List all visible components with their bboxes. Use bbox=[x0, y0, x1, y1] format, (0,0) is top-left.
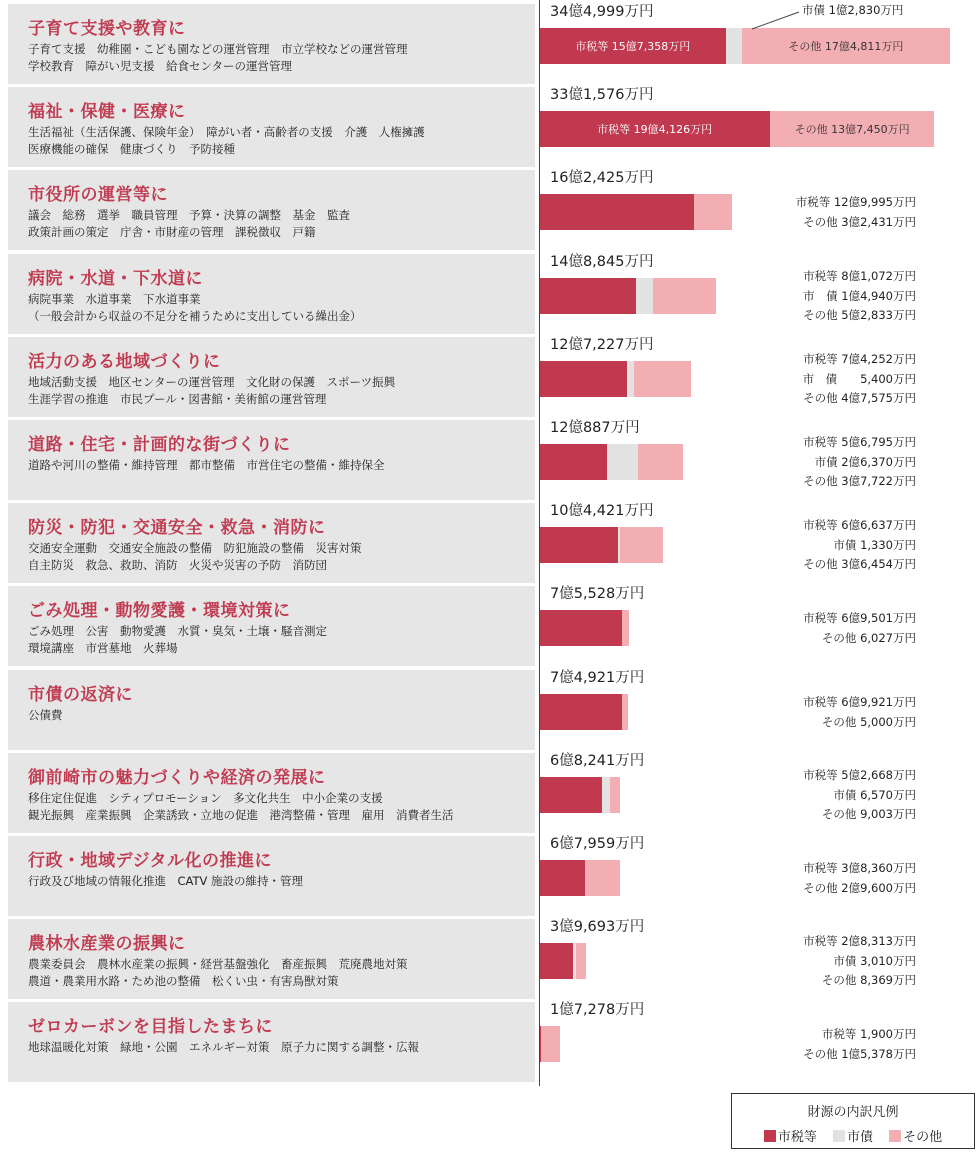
bar-segment-tax bbox=[539, 194, 694, 230]
category-panel bbox=[8, 420, 535, 500]
bar-total-label: 12億7,227万円 bbox=[550, 337, 654, 353]
breakdown-labels bbox=[803, 859, 916, 898]
legend-item-debt bbox=[833, 1130, 873, 1145]
category-description-line: 公債費 bbox=[28, 708, 63, 722]
callout-leader-line bbox=[752, 12, 799, 29]
category-description-line: （一般会計から収益の不足分を補うために支出している繰出金） bbox=[28, 309, 362, 323]
category-title: 市債の返済に bbox=[28, 685, 133, 705]
category-description-line: 地域活動支援 地区センターの運営管理 文化財の保護 スポーツ振興 bbox=[28, 375, 396, 389]
bar-segment-tax bbox=[539, 111, 770, 147]
category-title: 行政・地域デジタル化の推進に bbox=[28, 851, 272, 871]
category-description bbox=[28, 124, 425, 158]
category-panel bbox=[8, 254, 535, 334]
category-description-line: 議会 総務 選挙 職員管理 予算・決算の調整 基金 監査 bbox=[28, 208, 350, 222]
category-panel bbox=[8, 586, 535, 666]
breakdown-label: その他 5億2,833万円 bbox=[803, 308, 916, 322]
category-description-line: 生涯学習の推進 市民プール・図書館・美術館の運営管理 bbox=[28, 392, 327, 406]
category-panel bbox=[8, 670, 535, 750]
legend bbox=[731, 1093, 975, 1149]
category-description bbox=[28, 41, 408, 75]
legend-label-debt: 市債 bbox=[846, 1130, 873, 1145]
callout-debt-label: 市債 1億2,830万円 bbox=[802, 3, 904, 17]
bar-segment-tax bbox=[539, 361, 627, 397]
bar-segment-debt bbox=[602, 777, 610, 813]
bar-segment-label-other: その他 13億7,450万円 bbox=[794, 123, 910, 136]
bar-segment-other bbox=[653, 278, 716, 314]
category-panel bbox=[8, 503, 535, 583]
bar-segment-other bbox=[620, 527, 663, 563]
category-description-line: 道路や河川の整備・維持管理 都市整備 市営住宅の整備・維持保全 bbox=[28, 458, 385, 472]
stacked-bar bbox=[539, 1026, 560, 1062]
bar-segment-label-other: その他 17億4,811万円 bbox=[788, 40, 904, 53]
category-description-line: 観光振興 産業振興 企業誘致・立地の促進 港湾整備・管理 雇用 消費者生活 bbox=[28, 808, 454, 822]
breakdown-label: 市債 3,010万円 bbox=[833, 953, 916, 968]
bar-total-label: 12億887万円 bbox=[550, 420, 640, 436]
chart-axis-line bbox=[539, 0, 540, 1086]
category-panel bbox=[8, 919, 535, 999]
category-description-line: ごみ処理 公害 動物愛護 水質・臭気・土壌・騒音測定 bbox=[28, 624, 327, 638]
breakdown-label: 市 債 5,400万円 bbox=[802, 371, 916, 386]
category-panel bbox=[8, 836, 535, 916]
stacked-bar bbox=[539, 194, 732, 230]
legend-swatch-tax bbox=[764, 1130, 776, 1142]
breakdown-label: 市税等 8億1,072万円 bbox=[803, 269, 916, 283]
breakdown-label: 市 債 1億4,940万円 bbox=[803, 288, 916, 303]
bar-segment-other bbox=[634, 361, 691, 397]
category-description-line: 農業委員会 農林水産業の振興・経営基盤強化 畜産振興 荒廃農地対策 bbox=[28, 957, 408, 971]
category-title: 活力のある地域づくりに bbox=[28, 352, 221, 372]
category-title: 市役所の運営等に bbox=[28, 185, 168, 205]
category-description bbox=[28, 374, 395, 408]
category-description-line: 交通安全運動 交通安全施設の整備 防犯施設の整備 災害対策 bbox=[28, 541, 362, 555]
bar-segment-other bbox=[576, 943, 586, 979]
bar-segment-other bbox=[622, 610, 629, 646]
bar-segment-tax bbox=[539, 527, 618, 563]
category-panel bbox=[8, 170, 535, 250]
category-description-line: 地球温暖化対策 緑地・公園 エネルギー対策 原子力に関する調整・広報 bbox=[28, 1040, 419, 1054]
category-description bbox=[28, 956, 408, 990]
category-description bbox=[28, 707, 63, 724]
bar-total-label: 1億7,278万円 bbox=[550, 1002, 645, 1018]
breakdown-label: その他 4億7,575万円 bbox=[803, 391, 916, 405]
breakdown-label: その他 6,027万円 bbox=[821, 630, 916, 645]
category-title: 農林水産業の振興に bbox=[28, 934, 186, 954]
breakdown-labels bbox=[803, 433, 916, 492]
category-description-line: 行政及び地域の情報化推進 CATV 施設の維持・管理 bbox=[28, 874, 304, 888]
bar-segment-other bbox=[770, 111, 934, 147]
breakdown-label: 市債 1,330万円 bbox=[833, 537, 916, 552]
bar-segment-other bbox=[610, 777, 621, 813]
breakdown-label: その他 3億7,722万円 bbox=[803, 474, 916, 488]
category-description bbox=[28, 1039, 419, 1056]
legend-title: 財源の内訳凡例 bbox=[807, 1105, 899, 1120]
stacked-bar bbox=[539, 610, 629, 646]
category-panel bbox=[8, 1002, 535, 1082]
category-title: ごみ処理・動物愛護・環境対策に bbox=[28, 601, 291, 621]
category-description-line: 自主防災 救急、救助、消防 火災や災害の予防 消防団 bbox=[28, 558, 327, 572]
breakdown-label: その他 3億6,454万円 bbox=[803, 557, 916, 571]
legend-item-other bbox=[889, 1130, 942, 1145]
stacked-bar bbox=[539, 444, 683, 480]
stacked-bar bbox=[539, 694, 628, 730]
stacked-bar bbox=[539, 278, 716, 314]
bar-total-label: 3億9,693万円 bbox=[550, 919, 645, 935]
breakdown-label: その他 2億9,600万円 bbox=[803, 880, 916, 895]
bar-total-label: 7億4,921万円 bbox=[550, 670, 645, 686]
breakdown-labels bbox=[796, 193, 916, 232]
breakdown-label: 市税等 6億9,921万円 bbox=[803, 695, 916, 709]
category-description bbox=[28, 291, 362, 325]
bar-segment-tax bbox=[539, 610, 622, 646]
category-description bbox=[28, 457, 385, 474]
stacked-bar bbox=[539, 943, 586, 979]
bar-total-label: 7億5,528万円 bbox=[550, 586, 645, 602]
bar-segment-other bbox=[585, 860, 620, 896]
breakdown-label: 市税等 6億6,637万円 bbox=[803, 518, 916, 532]
bar-total-label: 34億4,999万円 bbox=[550, 4, 654, 20]
legend-item-tax bbox=[764, 1130, 817, 1145]
breakdown-label: その他 3億2,431万円 bbox=[803, 214, 916, 229]
category-panel bbox=[8, 337, 535, 417]
breakdown-label: 市税等 5億2,668万円 bbox=[803, 768, 916, 782]
category-description bbox=[28, 790, 454, 824]
bar-total-label: 14億8,845万円 bbox=[550, 254, 654, 270]
category-description-line: 農道・農業用水路・ため池の整備 松くい虫・有害鳥獣対策 bbox=[28, 974, 339, 988]
bar-total-label: 10億4,421万円 bbox=[550, 503, 654, 519]
category-description bbox=[28, 540, 362, 574]
legend-items bbox=[732, 1126, 974, 1145]
breakdown-label: その他 1億5,378万円 bbox=[803, 1046, 916, 1061]
bar-total-label: 33億1,576万円 bbox=[550, 87, 654, 103]
bar-segment-other bbox=[638, 444, 683, 480]
legend-swatch-debt bbox=[833, 1130, 845, 1142]
category-description-line: 環境講座 市営墓地 火葬場 bbox=[28, 641, 178, 655]
breakdown-label: 市税等 6億9,501万円 bbox=[803, 611, 916, 625]
bar-segment-label-tax: 市税等 19億4,126万円 bbox=[597, 123, 713, 136]
bar-segment-other bbox=[694, 194, 733, 230]
category-panel bbox=[8, 87, 535, 167]
bar-total-label: 6億8,241万円 bbox=[550, 753, 645, 769]
breakdown-labels bbox=[803, 1025, 916, 1064]
category-title: 防災・防犯・交通安全・救急・消防に bbox=[28, 518, 326, 538]
bar-segment-other bbox=[622, 694, 628, 730]
category-description-line: 生活福祉（生活保護、保険年金） 障がい者・高齢者の支援 介護 人権擁護 bbox=[28, 125, 425, 139]
breakdown-labels bbox=[803, 609, 916, 648]
bar-total-label: 16億2,425万円 bbox=[550, 170, 654, 186]
stacked-bar bbox=[539, 361, 691, 397]
category-title: 道路・住宅・計画的な街づくりに bbox=[28, 435, 291, 455]
bar-segment-debt bbox=[636, 278, 654, 314]
breakdown-labels bbox=[803, 350, 916, 409]
breakdown-label: 市税等 1,900万円 bbox=[821, 1027, 916, 1041]
bar-segment-tax bbox=[539, 444, 607, 480]
category-description-line: 学校教育 障がい児支援 給食センターの運営管理 bbox=[28, 59, 293, 73]
breakdown-label: その他 8,369万円 bbox=[821, 973, 916, 987]
bar-segment-tax bbox=[539, 777, 602, 813]
category-description bbox=[28, 873, 303, 890]
stacked-bar bbox=[539, 527, 663, 563]
category-description-line: 医療機能の確保 健康づくり 予防接種 bbox=[28, 142, 235, 156]
breakdown-label: 市税等 2億8,313万円 bbox=[803, 934, 916, 948]
bar-segment-tax bbox=[539, 943, 573, 979]
bar-segment-tax bbox=[539, 694, 622, 730]
category-title: 子育て支援や教育に bbox=[28, 19, 186, 39]
breakdown-labels bbox=[803, 693, 916, 732]
breakdown-label: 市税等 12億9,995万円 bbox=[795, 195, 916, 209]
breakdown-label: 市債 6,570万円 bbox=[833, 787, 916, 802]
breakdown-label: 市税等 3億8,360万円 bbox=[803, 861, 916, 875]
category-description-line: 移住定住促進 シティプロモーション 多文化共生 中小企業の支援 bbox=[28, 791, 383, 805]
category-title: ゼロカーボンを目指したまちに bbox=[28, 1017, 273, 1037]
category-description bbox=[28, 207, 350, 241]
breakdown-labels bbox=[803, 766, 916, 825]
bar-segment-tax bbox=[539, 860, 585, 896]
breakdown-labels bbox=[803, 516, 916, 575]
category-description-line: 政策計画の策定 庁舎・市財産の管理 課税徴収 戸籍 bbox=[28, 225, 316, 239]
category-description-line: 病院事業 水道事業 下水道事業 bbox=[28, 292, 201, 306]
breakdown-labels bbox=[803, 267, 916, 326]
bar-segment-label-tax: 市税等 15億7,358万円 bbox=[575, 40, 691, 53]
stacked-bar bbox=[539, 860, 620, 896]
bar-segment-debt bbox=[607, 444, 638, 480]
breakdown-label: 市債 2億6,370万円 bbox=[814, 454, 916, 469]
breakdown-label: その他 9,003万円 bbox=[821, 807, 916, 821]
category-title: 福祉・保健・医療に bbox=[28, 102, 186, 122]
bar-segment-tax bbox=[539, 278, 636, 314]
bar-segment-other bbox=[541, 1026, 559, 1062]
breakdown-label: その他 5,000万円 bbox=[821, 714, 916, 729]
stacked-bar bbox=[539, 111, 934, 147]
breakdown-label: 市税等 5億6,795万円 bbox=[803, 435, 916, 449]
breakdown-label: 市税等 7億4,252万円 bbox=[803, 352, 916, 366]
legend-label-other: その他 bbox=[903, 1130, 943, 1145]
legend-label-tax: 市税等 bbox=[777, 1130, 817, 1145]
category-description-line: 子育て支援 幼稚園・こども園などの運営管理 市立学校などの運営管理 bbox=[28, 42, 408, 56]
category-title: 御前崎市の魅力づくりや経済の発展に bbox=[28, 768, 326, 788]
category-description bbox=[28, 623, 327, 657]
category-title: 病院・水道・下水道に bbox=[28, 269, 203, 289]
breakdown-labels bbox=[803, 932, 916, 991]
stacked-bar bbox=[539, 777, 620, 813]
legend-swatch-other bbox=[889, 1130, 901, 1142]
bar-total-label: 6億7,959万円 bbox=[550, 836, 645, 852]
category-panel bbox=[8, 753, 535, 833]
